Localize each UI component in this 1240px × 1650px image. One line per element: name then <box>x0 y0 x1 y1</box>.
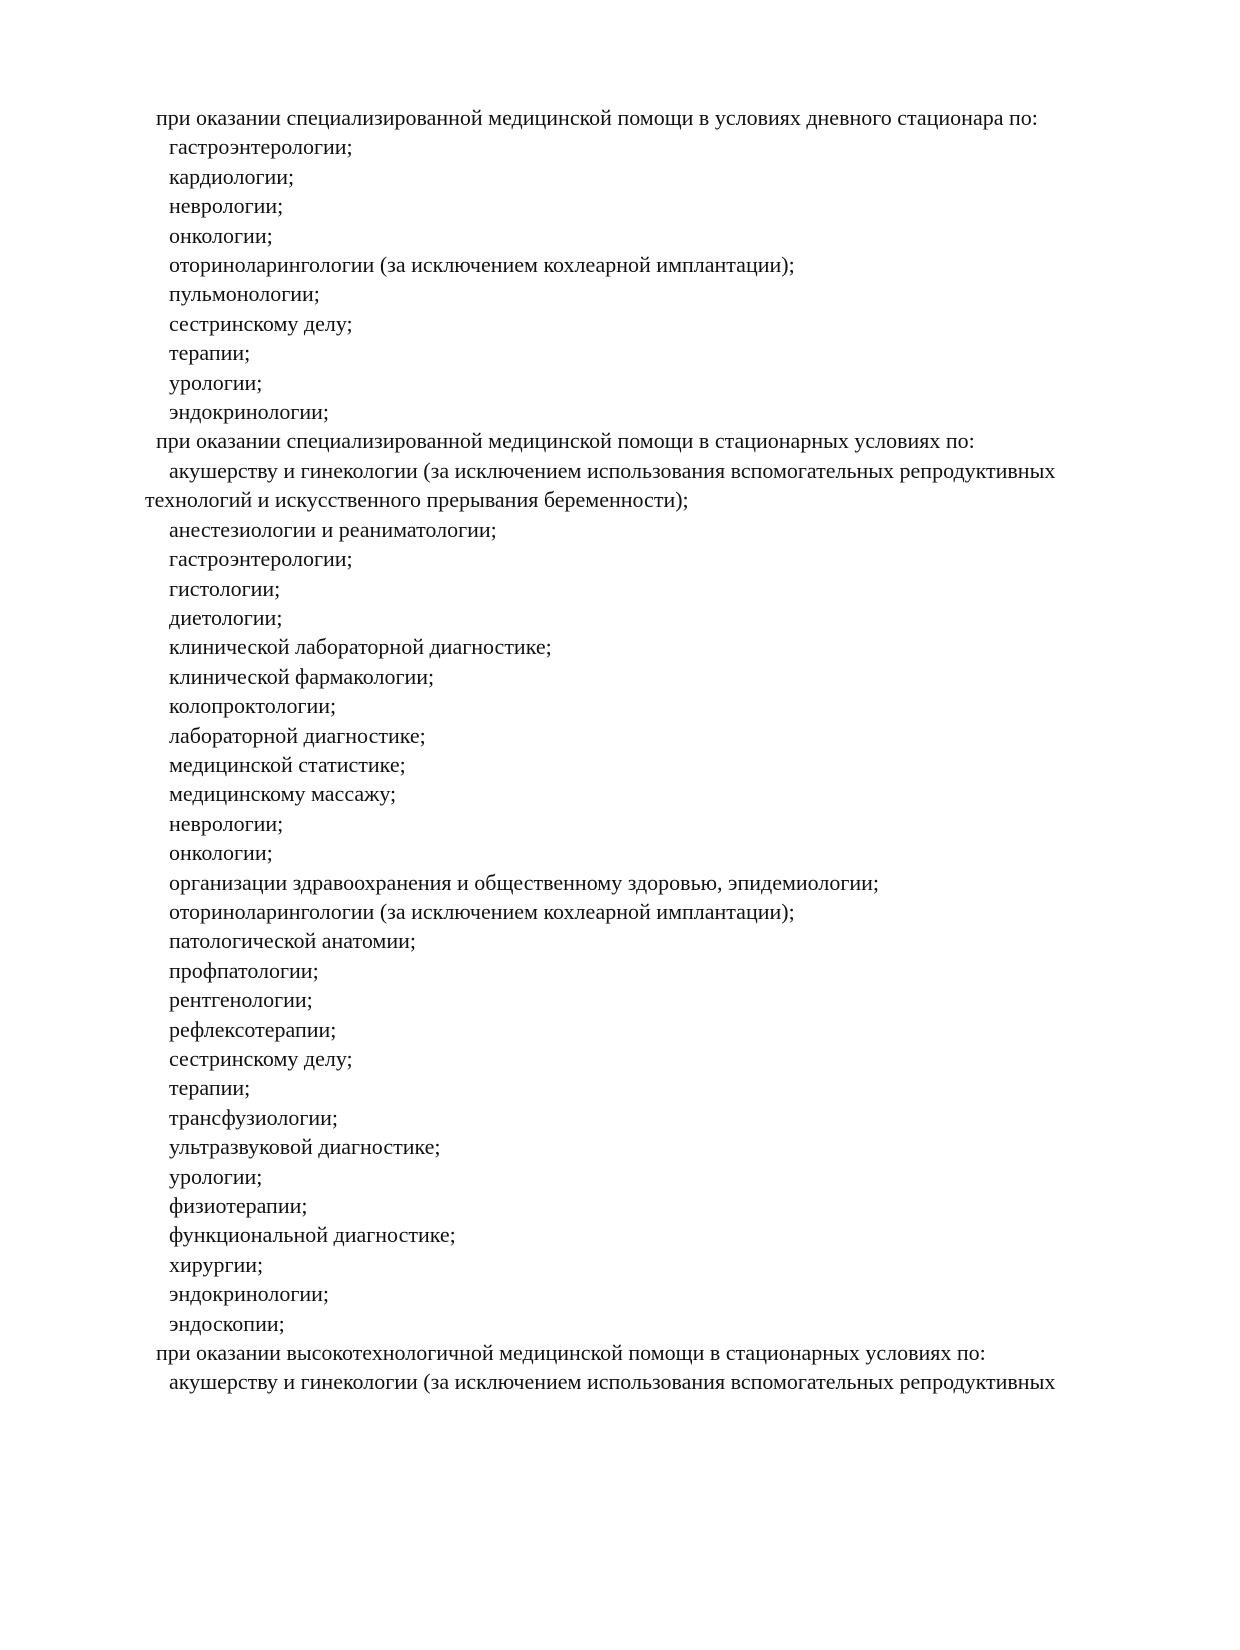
list-item: медицинской статистике; <box>169 751 406 777</box>
list-item: пульмонологии; <box>169 281 320 307</box>
list-item: оториноларингологии (за исключением кохлеарной имплантации); <box>169 252 795 278</box>
list-item: оториноларингологии (за исключением кохлеарной имплантации); <box>169 898 795 924</box>
list-item: сестринскому делу; <box>169 1046 353 1071</box>
section-heading-line: при оказании специализированной медицинской помощи в условиях дневного стационара по: <box>156 105 1038 130</box>
list-item: акушерству и гинекологии (за исключением использования вспомогательных репродуктивных <box>169 1369 1056 1395</box>
list-item: рентгенологии; <box>169 987 313 1013</box>
list-item: онкологии; <box>169 222 273 248</box>
list-item: урологии; <box>169 1163 263 1189</box>
list-item: гастроэнтерологии; <box>169 134 353 160</box>
list-item: клинической лабораторной диагностике; <box>169 634 552 660</box>
list-item: медицинскому массажу; <box>169 781 397 807</box>
list-item: клинической фармакологии; <box>169 663 435 689</box>
list-item: хирургии; <box>169 1251 264 1277</box>
list-item: неврологии; <box>169 193 284 219</box>
list-item: функциональной диагностике; <box>169 1222 456 1248</box>
list-item: рефлексотерапии; <box>169 1016 337 1042</box>
list-item: эндокринологии; <box>169 399 330 425</box>
section-heading-line: при оказании высокотехнологичной медицинской помощи в стационарных условиях по: <box>156 1340 986 1366</box>
list-item: лабораторной диагностике; <box>169 722 426 748</box>
list-item: ультразвуковой диагностике; <box>169 1134 441 1160</box>
list-item: колопроктологии; <box>169 693 337 719</box>
list-item: сестринскому делу; <box>169 310 353 336</box>
list-item-continuation: технологий и искусственного прерывания беременности); <box>145 487 689 513</box>
list-item: эндокринологии; <box>169 1281 330 1307</box>
list-item: профпатологии; <box>169 957 319 983</box>
list-item: кардиологии; <box>169 163 295 189</box>
document-body <box>145 103 1155 1397</box>
list-item: диетологии; <box>169 604 283 630</box>
section-heading-line: при оказании специализированной медицинской помощи в стационарных условиях по: <box>156 428 975 454</box>
list-item: онкологии; <box>169 840 273 866</box>
list-item: гистологии; <box>169 575 281 601</box>
list-item: неврологии; <box>169 810 284 836</box>
list-item: урологии; <box>169 369 263 395</box>
list-item: терапии; <box>169 340 251 366</box>
list-item: гастроэнтерологии; <box>169 546 353 572</box>
list-item: трансфузиологии; <box>169 1104 338 1130</box>
list-item: терапии; <box>169 1075 251 1101</box>
list-item: эндоскопии; <box>169 1310 285 1336</box>
list-item: патологической анатомии; <box>169 928 416 954</box>
list-item: анестезиологии и реаниматологии; <box>169 516 497 542</box>
list-item: физиотерапии; <box>169 1193 308 1219</box>
list-item: акушерству и гинекологии (за исключением использования вспомогательных репродуктивных <box>169 457 1056 483</box>
list-item: организации здравоохранения и общественному здоровью, эпидемиологии; <box>169 869 880 895</box>
